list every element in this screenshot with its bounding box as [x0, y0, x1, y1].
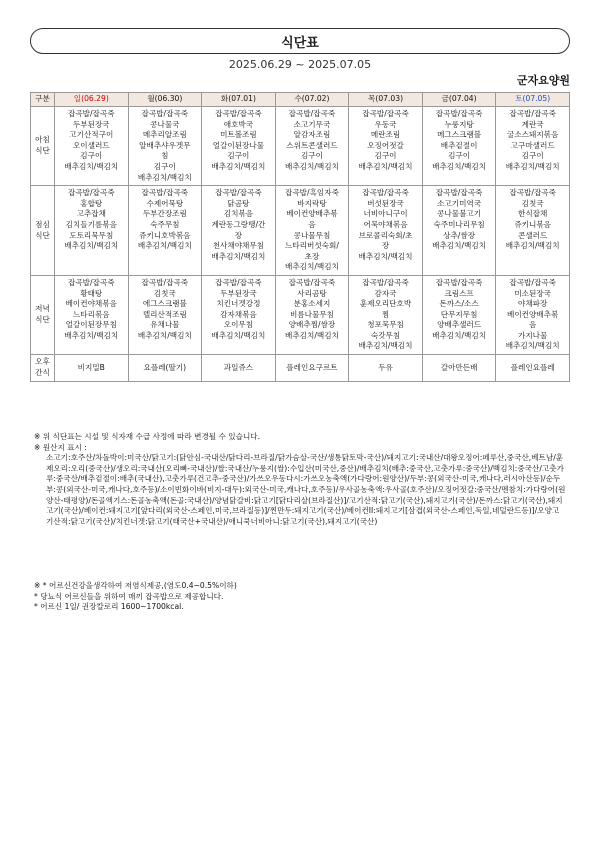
- menu-item: 느타리볶음: [72, 309, 110, 319]
- menu-cell: [275, 107, 349, 186]
- menu-item: 쥬키니볶음: [514, 219, 552, 229]
- menu-item: 장: [381, 241, 390, 251]
- meal-label-line: 식단: [35, 230, 50, 240]
- menu-cell: [275, 355, 349, 382]
- menu-period: 2025.06.29 ~ 2025.07.05: [228, 58, 372, 71]
- menu-item: 음: [529, 320, 537, 330]
- menu-item: 버섯된장국: [367, 198, 404, 208]
- menu-item: 배추김치/백김치: [137, 172, 192, 182]
- menu-item: 김칫국: [153, 288, 176, 298]
- menu-item: 찜: [381, 309, 390, 319]
- menu-item: 잡곡밥/잡곡죽: [509, 188, 556, 198]
- menu-item: 배추김치/백김치: [64, 330, 119, 340]
- menu-item: 감자국: [374, 288, 397, 298]
- menu-item: 두부된장국: [72, 119, 110, 129]
- menu-item: 잡곡밥/잡곡죽: [141, 109, 189, 118]
- menu-item: 잡곡밥/잡곡죽: [215, 109, 262, 118]
- menu-item: 배추김치/백김치: [358, 341, 413, 351]
- meal-label: [31, 355, 55, 382]
- menu-cell: [55, 355, 129, 382]
- menu-item: 쥬키니호박볶음: [139, 230, 191, 240]
- menu-item: 청포묵무침: [367, 320, 404, 330]
- day-header: 화(07.01): [202, 93, 276, 107]
- menu-item: 과일쥬스: [223, 362, 254, 372]
- menu-item: 플레인요구르트: [286, 362, 338, 372]
- menu-item: 오이샐러드: [72, 140, 110, 150]
- menu-item: 콩나물국: [150, 119, 180, 129]
- meal-label-line: 아침: [35, 135, 50, 145]
- menu-item: 배추김치/백김치: [432, 330, 487, 340]
- footnote-line: ※ * 어르신건강을생각하여 저염식제공,(염도0.4~0.5%이하): [34, 581, 237, 590]
- menu-item: 잡곡밥/잡곡죽: [435, 188, 483, 198]
- menu-item: 얼갈이된장나물: [212, 140, 265, 150]
- meal-label-line: 식단: [35, 314, 50, 324]
- menu-item: 소고기미역국: [437, 198, 482, 208]
- menu-item: 미트볼조림: [220, 130, 257, 140]
- menu-item: 배추김치/백김치: [358, 161, 413, 171]
- menu-item: 김구이: [448, 151, 471, 161]
- menu-item: 콩나물불고기: [437, 209, 482, 219]
- menu-item: 잡곡밥/잡곡죽: [509, 277, 556, 287]
- menu-item: 잡곡밥/잡곡죽: [67, 109, 115, 118]
- menu-item: 배추김치/백김치: [137, 330, 192, 340]
- menu-item: 계란동그랑땡/간: [211, 219, 266, 229]
- menu-cell: [128, 275, 202, 354]
- meal-row: [31, 107, 570, 186]
- menu-cell: [55, 186, 129, 276]
- menu-item: 고구마샐러드: [510, 140, 555, 150]
- menu-item: 훈제오리단호박: [359, 299, 412, 309]
- menu-cell: [496, 275, 570, 354]
- menu-item: 배추김치/백김치: [505, 341, 560, 351]
- notes-change-notice: ※ 위 식단표는 시설 및 식자재 수급 사정에 따라 변경될 수 있습니다.: [34, 432, 261, 441]
- menu-table: [30, 92, 570, 382]
- menu-item: 애호박국: [223, 119, 254, 129]
- menu-cell: [422, 275, 496, 354]
- menu-item: 김구이: [80, 151, 103, 161]
- menu-item: 베이컨양배추볶: [507, 309, 559, 319]
- menu-item: 천사채야채무침: [212, 241, 265, 251]
- page-title: 식단표: [281, 35, 319, 51]
- notes-origin-heading: ※ 원산지 표시 :: [34, 442, 87, 452]
- menu-item: 양배추찜/쌈장: [288, 320, 336, 330]
- menu-item: 배추김치/백김치: [64, 161, 119, 171]
- menu-item: 배추김치/백김치: [211, 161, 266, 171]
- menu-cell: [275, 186, 349, 276]
- menu-cell: [422, 107, 496, 186]
- menu-item: 치킨너겟강정: [216, 299, 261, 309]
- menu-item: 배추김치/백김치: [211, 251, 266, 261]
- menu-item: 음: [308, 219, 316, 229]
- day-header: 수(07.02): [275, 93, 349, 107]
- menu-item: 베이컨야채볶음: [65, 299, 117, 309]
- menu-item: 장: [234, 230, 243, 240]
- menu-item: 배추김치/백김치: [505, 161, 560, 171]
- meal-row: [31, 355, 570, 382]
- menu-cell: [202, 186, 276, 276]
- footnotes: [34, 581, 566, 613]
- menu-item: 고추잡채: [76, 209, 106, 219]
- menu-item: 황태탕: [80, 288, 103, 298]
- day-header: 토(07.05): [496, 93, 570, 107]
- menu-item: 느타리버섯숙회/: [285, 241, 339, 251]
- meal-label-line: 저녁: [35, 304, 50, 314]
- menu-item: 김구이: [300, 151, 323, 161]
- menu-item: 초장: [304, 251, 320, 261]
- menu-item: 도토리묵무침: [69, 230, 114, 240]
- menu-item: 잡곡밥/흑임자죽: [285, 188, 339, 198]
- menu-item: 배추겉절이: [440, 140, 478, 150]
- menu-item: 잡곡밥/잡곡죽: [215, 277, 262, 287]
- menu-item: 숙주미나리무침: [433, 219, 485, 229]
- menu-item: 배추김치/백김치: [432, 161, 487, 171]
- menu-item: 배추김치/백김치: [211, 330, 266, 340]
- meal-label-line: 간식: [35, 368, 50, 378]
- menu-item: 에그스크램블: [142, 299, 187, 309]
- menu-item: 김칫국: [521, 198, 544, 208]
- menu-item: 메추리알조림: [142, 130, 187, 140]
- menu-cell: [349, 355, 423, 382]
- menu-item: 감자채볶음: [220, 309, 257, 319]
- menu-item: 비지밀B: [77, 362, 105, 372]
- menu-item: 두부간장조림: [142, 209, 187, 219]
- menu-cell: [349, 186, 423, 276]
- menu-item: 잡곡밥/잡곡죽: [215, 188, 262, 198]
- menu-item: 김구이: [374, 151, 397, 161]
- footnote-line: * 당뇨식 어르신들을 위하여 매끼 잡곡밥으로 제공합니다.: [34, 591, 224, 601]
- menu-item: 잡곡밥/잡곡죽: [435, 277, 483, 287]
- menu-item: 배추김치/백김치: [285, 262, 339, 272]
- menu-item: 오징어젓갈: [367, 140, 404, 150]
- menu-cell: [128, 107, 202, 186]
- menu-item: 김치들기름볶음: [65, 219, 117, 229]
- menu-item: 두유: [378, 362, 393, 372]
- menu-item: 한식잡채: [518, 209, 548, 219]
- menu-cell: [275, 275, 349, 354]
- menu-item: 잡곡밥/잡곡죽: [362, 188, 409, 198]
- menu-item: 김구이: [227, 151, 250, 161]
- menu-cell: [349, 107, 423, 186]
- menu-item: 숙주무침: [150, 219, 180, 229]
- menu-item: 너비아니구이: [363, 209, 408, 219]
- meal-label: [31, 107, 55, 186]
- notes: [34, 432, 566, 527]
- meal-label-line: 오후: [35, 357, 50, 367]
- menu-cell: [55, 107, 129, 186]
- menu-cell: [349, 275, 423, 354]
- footnote-line: * 어르신 1일/ 권장칼로리 1600~1700kcal.: [34, 602, 184, 612]
- meal-row: [31, 275, 570, 354]
- menu-item: 잡곡밥/잡곡죽: [509, 109, 556, 118]
- menu-item: 우동국: [374, 119, 397, 129]
- menu-item: 숙갓무침: [370, 330, 401, 340]
- menu-item: 배추김치/백김치: [432, 241, 487, 251]
- menu-item: 얼갈이된장무침: [65, 320, 117, 330]
- menu-cell: [496, 186, 570, 276]
- table-corner-label: 구분: [31, 93, 55, 107]
- menu-item: 소고기무국: [293, 119, 331, 129]
- menu-item: 배추김치/백김치: [505, 241, 560, 251]
- menu-item: 바지락탕: [297, 198, 327, 208]
- menu-item: 단무지무침: [440, 309, 478, 319]
- menu-item: 비름나물무침: [289, 309, 334, 319]
- menu-cell: [202, 355, 276, 382]
- menu-item: 잡곡밥/잡곡죽: [288, 277, 336, 287]
- menu-item: 계란국: [521, 119, 544, 129]
- menu-item: 굴소스돼지볶음: [507, 130, 559, 140]
- menu-item: 배추김치/백김치: [137, 241, 192, 251]
- menu-item: 수제어묵탕: [146, 198, 184, 208]
- menu-item: 콘샐러드: [518, 230, 548, 240]
- menu-item: 누룽지탕: [444, 119, 474, 129]
- menu-cell: [128, 186, 202, 276]
- menu-item: 알감자조림: [293, 130, 331, 140]
- title-box: [30, 28, 570, 54]
- day-header: 월(06.30): [128, 93, 202, 107]
- menu-item: 가지나물: [518, 330, 548, 340]
- menu-cell: [422, 355, 496, 382]
- menu-item: 고기산적구이: [69, 130, 114, 140]
- menu-item: 잡곡밥/잡곡죽: [288, 109, 336, 118]
- day-header: 목(07.03): [349, 93, 423, 107]
- meal-row: [31, 186, 570, 276]
- menu-item: 갈아만든배: [440, 362, 478, 372]
- menu-item: 요플레(딸기): [143, 362, 187, 372]
- menu-cell: [422, 186, 496, 276]
- day-header: 금(07.04): [422, 93, 496, 107]
- menu-item: 홍합탕: [80, 198, 103, 208]
- day-header: 일(06.29): [55, 93, 129, 107]
- menu-item: 잡곡밥/잡곡죽: [362, 109, 409, 118]
- menu-item: 브로콜리숙회/초: [358, 230, 413, 240]
- menu-item: 오이무침: [223, 320, 254, 330]
- menu-item: 잡곡밥/잡곡죽: [435, 109, 483, 118]
- menu-item: 배추김치/백김치: [358, 251, 413, 261]
- menu-item: 김구이: [153, 161, 176, 171]
- table-header-row: [31, 93, 570, 107]
- notes-origin-text: 소고기:호주산/차돌박이:미국산/닭고기:(닭안심-국내산/닭다리-브라질/닭가슴살-국산/생통닭토막-국산)/돼지고기:국내산/대왕오징어:페루산,중국산,베트남/훈제오리:오리(중국산)/생오리:국내산(오리뼈-국내산)/쌀:국내산/누룽지(쌀):수입산(미국산,중산)/배추김치(배추:중국산,고춧가루:중국산)/백김치:중국산/고춧가루:중국산/배추겉절이:배추(국내산),고춧가루(건고추-중국산)/가쓰오우동다시:가쓰오농축액(가다랑어:원양산)/두부:콩(외국산-미국,캐나다,러시아산등)/순두부:콩(외국산-미국,캐나다,호주등)/소이빈화이바(비지-대두):외국산-미국,캐나다,호주등)/우사골농축액:우사골(호주산)/오징어젓갈:중국산/멘참치:가다랑어(원양산-태평양)/돈골엑기스:돈골농축액(돈골:국내산)/양념닭갈비:닭고기[닭다리살(브라질산)]/고기산적:닭고기(국산),돼지고기(국산)/돈까스:닭고기(국산),돼지고기(국산)/베이컨:돼지고기[앞다리(외국산-스페인,미국,브라질등)]/찐만두:돼지고기(국산)/베이컨II:돼지고기[삼겹(외국산-스페인,독일,네덜란드등)]/오양고기산적:닭고기(국산)/치킨너겟:닭고기(태국산+국내산)/애니쿡너비아니:닭고기(국산),돼지고기(국산): [46, 453, 566, 526]
- menu-item: 닭곰탕: [227, 198, 250, 208]
- menu-item: 유채나물: [150, 320, 180, 330]
- menu-item: 잡곡밥/잡곡죽: [67, 277, 115, 287]
- menu-item: 침: [161, 151, 169, 161]
- menu-item: 사리곰탕: [297, 288, 327, 298]
- menu-item: 베이컨양배추볶: [286, 209, 338, 219]
- menu-item: 델리산적조림: [142, 309, 187, 319]
- menu-item: 돈까스/소스: [439, 299, 479, 309]
- menu-item: 김치볶음: [223, 209, 254, 219]
- menu-item: 잡곡밥/잡곡죽: [141, 277, 189, 287]
- menu-item: 야채파장: [518, 299, 548, 309]
- menu-cell: [202, 275, 276, 354]
- menu-item: 크림스프: [444, 288, 474, 298]
- menu-cell: [496, 355, 570, 382]
- meal-label-line: 식단: [35, 146, 50, 156]
- menu-item: 두부된장국: [220, 288, 257, 298]
- menu-cell: [128, 355, 202, 382]
- menu-item: 상추/쌈장: [443, 230, 476, 240]
- menu-item: 어묵야채볶음: [363, 219, 408, 229]
- menu-cell: [55, 275, 129, 354]
- meal-label-line: 점심: [35, 219, 50, 229]
- menu-item: 배추김치/백김치: [285, 330, 339, 340]
- menu-cell: [202, 107, 276, 186]
- menu-item: 미소된장국: [514, 288, 552, 298]
- menu-item: 양배추샐러드: [437, 320, 482, 330]
- menu-item: 분홍소세지: [293, 299, 331, 309]
- menu-item: 메그스크램블: [437, 130, 482, 140]
- menu-cell: [496, 107, 570, 186]
- menu-item: 콩나물무침: [293, 230, 331, 240]
- menu-item: 스위트콘샐러드: [286, 140, 338, 150]
- menu-item: 잡곡밥/잡곡죽: [362, 277, 409, 287]
- menu-item: 잡곡밥/잡곡죽: [141, 188, 189, 198]
- meal-label: [31, 275, 55, 354]
- menu-item: 배추김치/백김치: [64, 241, 119, 251]
- menu-item: 알배추샤우겟무: [139, 140, 191, 150]
- menu-item: 메란조림: [370, 130, 401, 140]
- menu-item: 잡곡밥/잡곡죽: [67, 188, 115, 198]
- menu-item: 김구이: [521, 151, 544, 161]
- organization-name: 군자요양원: [516, 74, 570, 87]
- menu-item: 플레인요플레: [510, 362, 555, 372]
- menu-item: 배추김치/백김치: [285, 161, 339, 171]
- meal-label: [31, 186, 55, 276]
